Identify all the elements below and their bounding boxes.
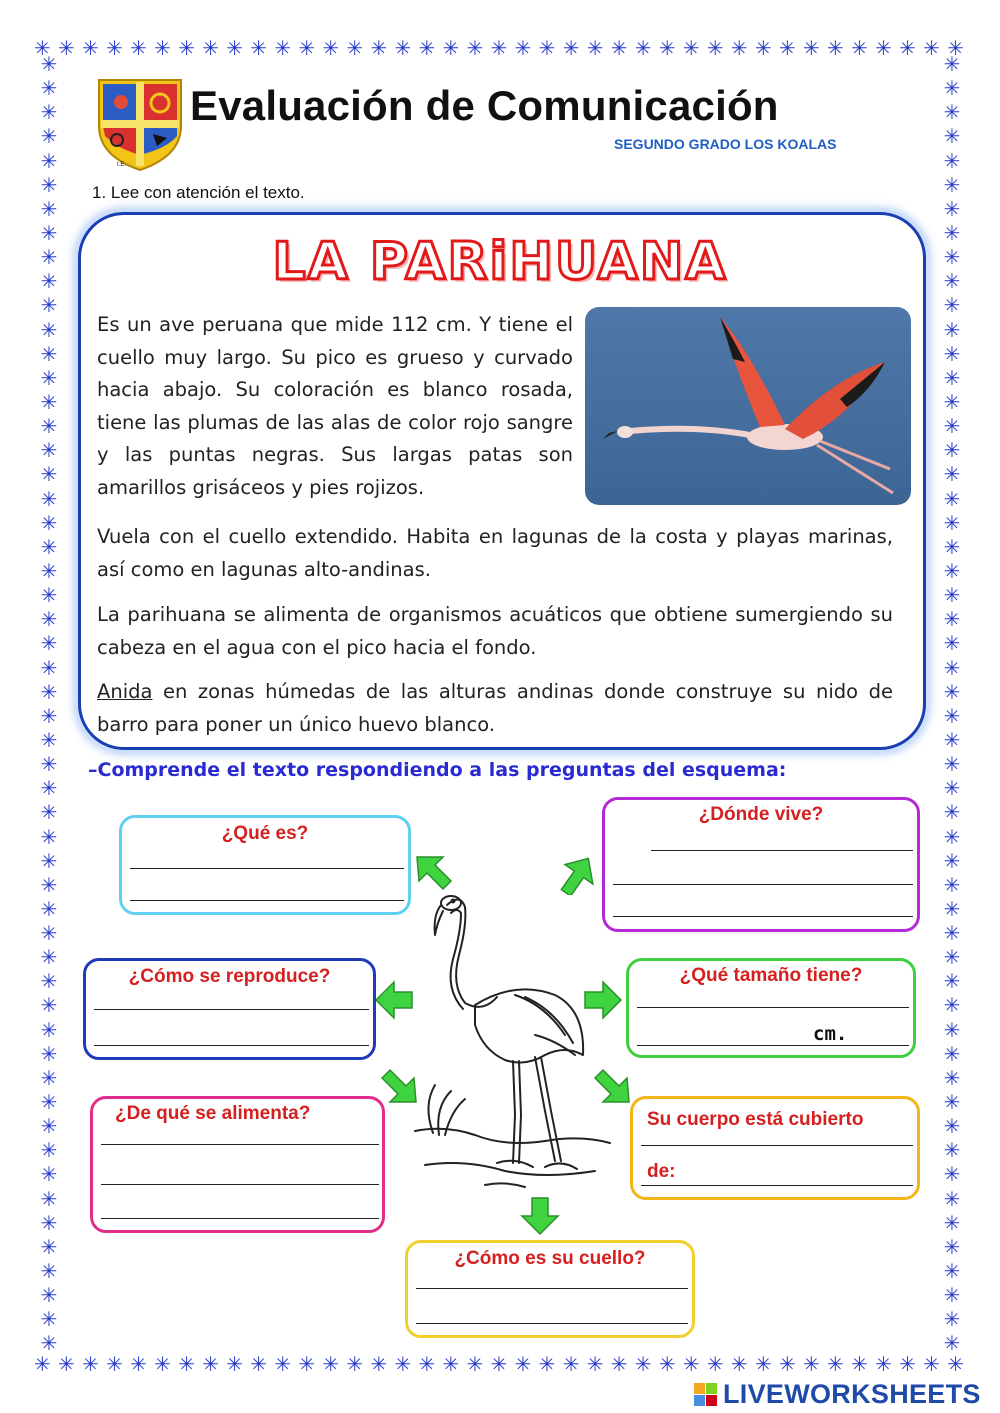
border-star-icon: ✳ (40, 776, 58, 801)
arrow-icon (593, 1066, 633, 1106)
border-star-icon: ✳ (730, 36, 748, 60)
border-star-icon: ✳ (943, 389, 961, 414)
border-star-icon: ✳ (466, 1352, 484, 1376)
border-star-icon: ✳ (943, 100, 961, 125)
border-star-icon: ✳ (40, 414, 58, 439)
arrow-icon (413, 851, 453, 891)
answer-line[interactable] (94, 1045, 369, 1046)
border-star-icon: ✳ (202, 1352, 219, 1376)
border-star-icon: ✳ (634, 1352, 652, 1376)
border-star-icon: ✳ (106, 36, 123, 60)
border-star-icon: ✳ (803, 1352, 820, 1376)
answer-line[interactable] (641, 1185, 913, 1186)
border-star-icon: ✳ (514, 36, 532, 60)
border-star-icon: ✳ (346, 36, 364, 60)
border-star-icon: ✳ (58, 1352, 75, 1376)
border-star-icon: ✳ (943, 510, 961, 535)
border-star-icon: ✳ (106, 1352, 123, 1376)
border-star-icon: ✳ (943, 1041, 961, 1066)
border-star-icon: ✳ (943, 921, 961, 946)
border-star-icon: ✳ (562, 1352, 580, 1376)
border-star-icon: ✳ (178, 1352, 195, 1376)
border-star-icon: ✳ (943, 414, 961, 439)
border-star-icon: ✳ (442, 36, 460, 60)
border-star-icon: ✳ (40, 462, 58, 487)
border-star-icon: ✳ (754, 36, 772, 60)
border-star-icon: ✳ (943, 631, 961, 656)
answer-line[interactable] (101, 1184, 379, 1185)
question-box-de-que-se-alimenta (90, 1096, 385, 1233)
question-que-es: ¿Qué es? (221, 823, 309, 844)
border-star-icon: ✳ (40, 1283, 58, 1308)
border-star-icon: ✳ (40, 993, 58, 1018)
border-star-icon: ✳ (466, 36, 484, 60)
border-star-icon: ✳ (610, 36, 628, 60)
border-star-icon: ✳ (82, 1352, 99, 1376)
border-star-icon: ✳ (40, 54, 58, 76)
border-star-icon: ✳ (40, 824, 58, 849)
border-star-icon: ✳ (40, 196, 58, 221)
border-star-icon: ✳ (827, 1352, 844, 1376)
border-star-icon: ✳ (943, 1259, 961, 1284)
question-box-donde-vive (602, 797, 920, 932)
answer-line[interactable] (130, 900, 404, 901)
border-star-icon: ✳ (40, 921, 58, 946)
border-star-icon: ✳ (394, 36, 412, 60)
border-star-icon: ✳ (40, 1138, 58, 1163)
border-star-icon: ✳ (706, 36, 724, 60)
border-star-icon: ✳ (40, 245, 58, 270)
logo-text: LIVEWORKSHEETS (723, 1379, 981, 1409)
border-star-icon: ✳ (943, 341, 961, 366)
border-top (34, 36, 964, 60)
border-star-icon: ✳ (442, 1352, 460, 1376)
border-star-icon: ✳ (943, 776, 961, 801)
border-star-icon: ✳ (40, 1234, 58, 1259)
border-star-icon: ✳ (943, 269, 961, 294)
border-star-icon: ✳ (943, 703, 961, 728)
size-unit-label: cm. (813, 1023, 848, 1045)
border-star-icon: ✳ (40, 607, 58, 632)
border-star-icon: ✳ (943, 76, 961, 101)
border-star-icon: ✳ (682, 36, 700, 60)
border-star-icon: ✳ (943, 1065, 961, 1090)
flamingo-drawing (405, 885, 620, 1205)
border-star-icon: ✳ (40, 1041, 58, 1066)
border-star-icon: ✳ (40, 1065, 58, 1090)
border-star-icon: ✳ (943, 1138, 961, 1163)
border-star-icon: ✳ (40, 896, 58, 921)
border-star-icon: ✳ (943, 1017, 961, 1042)
border-star-icon: ✳ (370, 36, 388, 60)
question-box-que-tamano (626, 958, 916, 1058)
question-box-cuerpo-cubierto (630, 1096, 920, 1200)
border-star-icon: ✳ (943, 1210, 961, 1235)
border-star-icon: ✳ (875, 1352, 892, 1376)
border-star-icon: ✳ (226, 1352, 244, 1376)
border-star-icon: ✳ (394, 1352, 412, 1376)
border-star-icon: ✳ (658, 36, 676, 60)
border-star-icon: ✳ (40, 969, 58, 994)
border-star-icon: ✳ (943, 727, 961, 752)
border-star-icon: ✳ (899, 1352, 916, 1376)
border-star-icon: ✳ (923, 36, 940, 60)
border-star-icon: ✳ (943, 1234, 961, 1259)
arrow-icon (374, 980, 414, 1020)
answer-line[interactable] (101, 1218, 379, 1219)
border-star-icon: ✳ (754, 1352, 772, 1376)
border-star-icon: ✳ (778, 36, 796, 60)
border-star-icon: ✳ (943, 872, 961, 897)
border-star-icon: ✳ (40, 486, 58, 511)
crest-label: I.E. (117, 162, 127, 168)
border-star-icon: ✳ (418, 36, 436, 60)
border-star-icon: ✳ (827, 36, 844, 60)
border-star-icon: ✳ (803, 36, 820, 60)
answer-line[interactable] (416, 1323, 688, 1324)
border-star-icon: ✳ (943, 1331, 961, 1354)
border-star-icon: ✳ (40, 1331, 58, 1354)
border-star-icon: ✳ (943, 1090, 961, 1115)
border-star-icon: ✳ (298, 36, 316, 60)
border-star-icon: ✳ (947, 36, 964, 60)
border-star-icon: ✳ (250, 36, 268, 60)
border-star-icon: ✳ (40, 1162, 58, 1187)
border-star-icon: ✳ (40, 317, 58, 342)
border-star-icon: ✳ (34, 1352, 51, 1376)
border-star-icon: ✳ (40, 534, 58, 559)
question-box-como-es-cuello (405, 1240, 695, 1338)
answer-line[interactable] (651, 850, 913, 851)
border-star-icon: ✳ (943, 607, 961, 632)
border-star-icon: ✳ (943, 148, 961, 173)
page-subtitle: SEGUNDO GRADO LOS KOALAS (614, 136, 837, 152)
border-star-icon: ✳ (250, 1352, 268, 1376)
border-star-icon: ✳ (943, 438, 961, 463)
border-star-icon: ✳ (40, 1210, 58, 1235)
border-star-icon: ✳ (943, 124, 961, 149)
border-star-icon: ✳ (514, 1352, 532, 1376)
border-star-icon: ✳ (943, 293, 961, 318)
border-star-icon: ✳ (274, 1352, 292, 1376)
border-star-icon: ✳ (40, 848, 58, 873)
border-star-icon: ✳ (658, 1352, 676, 1376)
answer-line[interactable] (416, 1288, 688, 1289)
logo-blocks-icon (694, 1383, 717, 1406)
border-star-icon: ✳ (899, 36, 916, 60)
border-star-icon: ✳ (298, 1352, 316, 1376)
crest-icon (95, 76, 185, 172)
border-star-icon: ✳ (58, 36, 75, 60)
question-box-que-es (119, 815, 411, 915)
paragraph-habitat: Vuela con el cuello extendido. Habita en lagunas de la costa y playas marinas, así como en lagunas alto-andinas. (97, 525, 893, 581)
page-title: Evaluación de Comunicación (190, 82, 779, 129)
border-star-icon: ✳ (40, 703, 58, 728)
border-star-icon: ✳ (40, 679, 58, 704)
border-star-icon: ✳ (40, 100, 58, 125)
border-star-icon: ✳ (943, 969, 961, 994)
border-star-icon: ✳ (130, 36, 147, 60)
border-star-icon: ✳ (943, 486, 961, 511)
border-star-icon: ✳ (943, 245, 961, 270)
border-star-icon: ✳ (943, 196, 961, 221)
answer-line[interactable] (637, 1045, 909, 1046)
paragraph-description: Es un ave peruana que mide 112 cm. Y tiene el cuello muy largo. Su pico es grueso y curvado hacia abajo. Su coloración es blanco rosada, tiene las plumas de las alas de color rojo sangre y las puntas negras. Sus largas patas son amarillos grisáceos y pies rojizos. (97, 313, 573, 499)
border-star-icon: ✳ (943, 1162, 961, 1187)
border-star-icon: ✳ (943, 679, 961, 704)
border-star-icon: ✳ (40, 438, 58, 463)
border-star-icon: ✳ (40, 631, 58, 656)
border-star-icon: ✳ (274, 36, 292, 60)
border-star-icon: ✳ (943, 848, 961, 873)
border-star-icon: ✳ (40, 1017, 58, 1042)
border-star-icon: ✳ (943, 800, 961, 825)
border-star-icon: ✳ (634, 36, 652, 60)
answer-line[interactable] (641, 1145, 913, 1146)
border-star-icon: ✳ (370, 1352, 388, 1376)
question-como-es-cuello: ¿Cómo es su cuello? (454, 1248, 646, 1269)
border-star-icon: ✳ (154, 1352, 171, 1376)
underlined-word: Anida (97, 680, 153, 703)
border-star-icon: ✳ (586, 36, 604, 60)
border-star-icon: ✳ (943, 365, 961, 390)
border-star-icon: ✳ (562, 36, 580, 60)
story-title: LA PARiHUANA (272, 232, 728, 292)
border-star-icon: ✳ (538, 36, 556, 60)
border-star-icon: ✳ (943, 1283, 961, 1308)
liveworksheets-logo[interactable] (694, 1379, 981, 1410)
border-star-icon: ✳ (706, 1352, 724, 1376)
border-star-icon: ✳ (322, 1352, 340, 1376)
border-star-icon: ✳ (40, 124, 58, 149)
border-star-icon: ✳ (40, 365, 58, 390)
border-star-icon: ✳ (322, 36, 340, 60)
border-star-icon: ✳ (586, 1352, 604, 1376)
border-star-icon: ✳ (40, 655, 58, 680)
border-star-icon: ✳ (943, 896, 961, 921)
border-star-icon: ✳ (943, 1186, 961, 1211)
border-bottom (34, 1352, 964, 1376)
paragraph-nesting (97, 676, 893, 741)
border-star-icon: ✳ (943, 583, 961, 608)
border-star-icon: ✳ (346, 1352, 364, 1376)
border-star-icon: ✳ (923, 1352, 940, 1376)
border-star-icon: ✳ (40, 583, 58, 608)
border-star-icon: ✳ (40, 172, 58, 197)
border-star-icon: ✳ (130, 1352, 147, 1376)
border-star-icon: ✳ (202, 36, 219, 60)
answer-line[interactable] (613, 916, 913, 917)
border-star-icon: ✳ (943, 945, 961, 970)
border-star-icon: ✳ (40, 945, 58, 970)
border-star-icon: ✳ (778, 1352, 796, 1376)
border-star-icon: ✳ (82, 36, 99, 60)
border-star-icon: ✳ (40, 148, 58, 173)
border-star-icon: ✳ (418, 1352, 436, 1376)
paragraph-food: La parihuana se alimenta de organismos acuáticos que obtiene sumergiendo su cabeza en el agua con el pico hacia el fondo. (97, 603, 893, 659)
border-star-icon: ✳ (490, 1352, 508, 1376)
border-star-icon: ✳ (226, 36, 244, 60)
border-star-icon: ✳ (730, 1352, 748, 1376)
answer-line[interactable] (613, 884, 913, 885)
border-star-icon: ✳ (40, 800, 58, 825)
question-donde-vive: ¿Dónde vive? (698, 804, 824, 825)
question-cuerpo-de: de: (647, 1161, 676, 1182)
border-star-icon: ✳ (40, 1259, 58, 1284)
border-star-icon: ✳ (490, 36, 508, 60)
arrow-icon (555, 855, 595, 895)
arrow-icon (380, 1066, 420, 1106)
border-star-icon: ✳ (40, 872, 58, 897)
border-star-icon: ✳ (40, 727, 58, 752)
border-star-icon: ✳ (943, 993, 961, 1018)
question-que-tamano: ¿Qué tamaño tiene? (679, 965, 863, 986)
border-star-icon: ✳ (943, 824, 961, 849)
border-star-icon: ✳ (943, 655, 961, 680)
answer-line[interactable] (637, 1007, 909, 1008)
border-star-icon: ✳ (40, 220, 58, 245)
arrow-icon (520, 1196, 560, 1236)
question-de-que-se-alimenta: ¿De qué se alimenta? (115, 1103, 311, 1124)
border-star-icon: ✳ (40, 293, 58, 318)
border-star-icon: ✳ (943, 1307, 961, 1332)
border-star-icon: ✳ (943, 558, 961, 583)
answer-line[interactable] (94, 1009, 369, 1010)
border-star-icon: ✳ (40, 269, 58, 294)
flamingo-photo (585, 307, 911, 505)
border-star-icon: ✳ (154, 36, 171, 60)
question-box-como-se-reproduce (83, 958, 376, 1060)
border-star-icon: ✳ (943, 172, 961, 197)
border-star-icon: ✳ (851, 1352, 868, 1376)
border-star-icon: ✳ (40, 341, 58, 366)
border-star-icon: ✳ (943, 317, 961, 342)
arrow-icon (583, 980, 623, 1020)
border-star-icon: ✳ (851, 36, 868, 60)
paragraph-nesting-rest: en zonas húmedas de las alturas andinas donde construye su nido de barro para poner un único huevo blanco. (97, 680, 893, 736)
border-star-icon: ✳ (943, 54, 961, 76)
border-star-icon: ✳ (40, 1307, 58, 1332)
answer-line[interactable] (130, 868, 404, 869)
border-star-icon: ✳ (178, 36, 195, 60)
border-star-icon: ✳ (40, 76, 58, 101)
border-star-icon: ✳ (34, 36, 51, 60)
border-star-icon: ✳ (943, 752, 961, 777)
answer-line[interactable] (101, 1144, 379, 1145)
instruction-text: 1. Lee con atención el texto. (92, 183, 305, 202)
border-star-icon: ✳ (682, 1352, 700, 1376)
border-star-icon: ✳ (943, 220, 961, 245)
border-star-icon: ✳ (943, 1114, 961, 1139)
border-star-icon: ✳ (40, 389, 58, 414)
border-star-icon: ✳ (943, 534, 961, 559)
border-star-icon: ✳ (40, 1186, 58, 1211)
question-cuerpo-cubierto: Su cuerpo está cubierto (647, 1109, 864, 1130)
border-star-icon: ✳ (947, 1352, 964, 1376)
comprehension-prompt: –Comprende el texto respondiendo a las preguntas del esquema: (88, 759, 787, 781)
border-star-icon: ✳ (875, 36, 892, 60)
question-como-se-reproduce: ¿Cómo se reproduce? (128, 966, 331, 987)
border-star-icon: ✳ (40, 1090, 58, 1115)
border-star-icon: ✳ (538, 1352, 556, 1376)
border-star-icon: ✳ (610, 1352, 628, 1376)
border-star-icon: ✳ (40, 752, 58, 777)
border-star-icon: ✳ (40, 558, 58, 583)
border-star-icon: ✳ (943, 462, 961, 487)
border-star-icon: ✳ (40, 1114, 58, 1139)
border-star-icon: ✳ (40, 510, 58, 535)
